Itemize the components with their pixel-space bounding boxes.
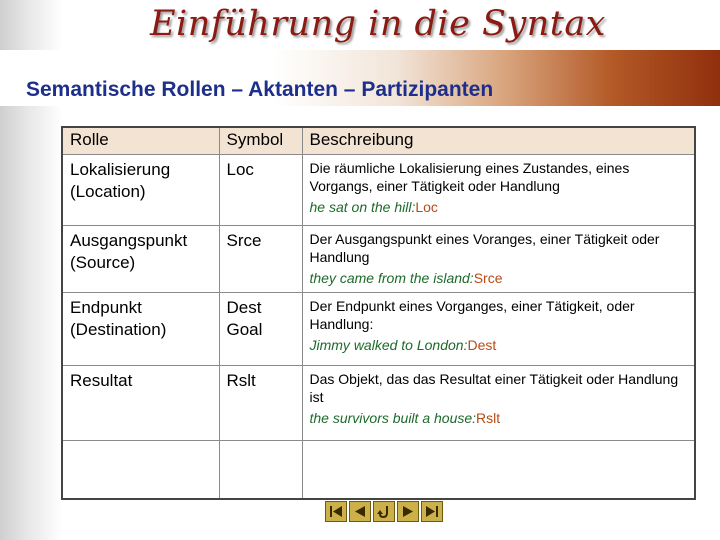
empty-cell [219, 441, 302, 500]
empty-cell [62, 441, 219, 500]
example-code: Dest [467, 337, 497, 353]
example-code: Srce [473, 270, 503, 286]
symbol-cell: Rslt [219, 366, 302, 441]
description-text: Das Objekt, das das Resultat einer Tätigkeit oder Handlung ist [309, 371, 679, 405]
example-text: they came from the island: [309, 270, 474, 286]
header-title: Einführung in die Syntax [150, 4, 606, 44]
example-text: the survivors built a house: [309, 410, 477, 426]
example-line [310, 198, 688, 216]
table-row [62, 293, 695, 366]
role-cell: Endpunkt (Destination) [62, 293, 219, 366]
last-slide-button[interactable] [421, 501, 443, 522]
slide-navigation [325, 501, 445, 522]
column-header-description: Beschreibung [302, 127, 695, 155]
symbol-cell: Srce [219, 226, 302, 293]
table-row [62, 366, 695, 441]
column-header-role: Rolle [62, 127, 219, 155]
column-header-symbol: Symbol [219, 127, 302, 155]
role-cell: Resultat [62, 366, 219, 441]
table-header-row [62, 127, 695, 155]
next-icon [401, 505, 415, 518]
return-button[interactable] [373, 501, 395, 522]
example-line [310, 269, 688, 287]
symbol-cell: Dest Goal [219, 293, 302, 366]
example-text: Jimmy walked to London: [309, 337, 468, 353]
back-icon [353, 505, 367, 518]
example-text: he sat on the hill: [309, 199, 416, 215]
roles-table [61, 126, 696, 500]
description-text: Der Endpunkt eines Vorganges, einer Tätigkeit, oder Handlung: [309, 298, 635, 332]
next-slide-button[interactable] [397, 501, 419, 522]
last-icon [425, 505, 439, 518]
description-cell [302, 366, 695, 441]
example-code: Rslt [476, 410, 501, 426]
description-cell [302, 293, 695, 366]
page-title: Semantische Rollen – Aktanten – Partizipanten [26, 78, 494, 101]
table-row [62, 155, 695, 226]
role-cell: Lokalisierung (Location) [62, 155, 219, 226]
description-text: Der Ausgangspunkt eines Voranges, einer Tätigkeit oder Handlung [309, 231, 660, 265]
symbol-cell: Loc [219, 155, 302, 226]
description-cell [302, 155, 695, 226]
description-cell [302, 226, 695, 293]
example-code: Loc [415, 199, 438, 215]
previous-slide-button[interactable] [349, 501, 371, 522]
table-row [62, 226, 695, 293]
role-cell: Ausgangspunkt (Source) [62, 226, 219, 293]
example-line [310, 409, 688, 427]
empty-cell [302, 441, 695, 500]
first-slide-button[interactable] [325, 501, 347, 522]
table-row-empty [62, 441, 695, 500]
return-icon [377, 505, 391, 518]
example-line [310, 336, 688, 354]
first-icon [329, 505, 343, 518]
description-text: Die räumliche Lokalisierung eines Zustandes, eines Vorgangs, einer Tätigkeit oder Handlung [309, 160, 630, 194]
